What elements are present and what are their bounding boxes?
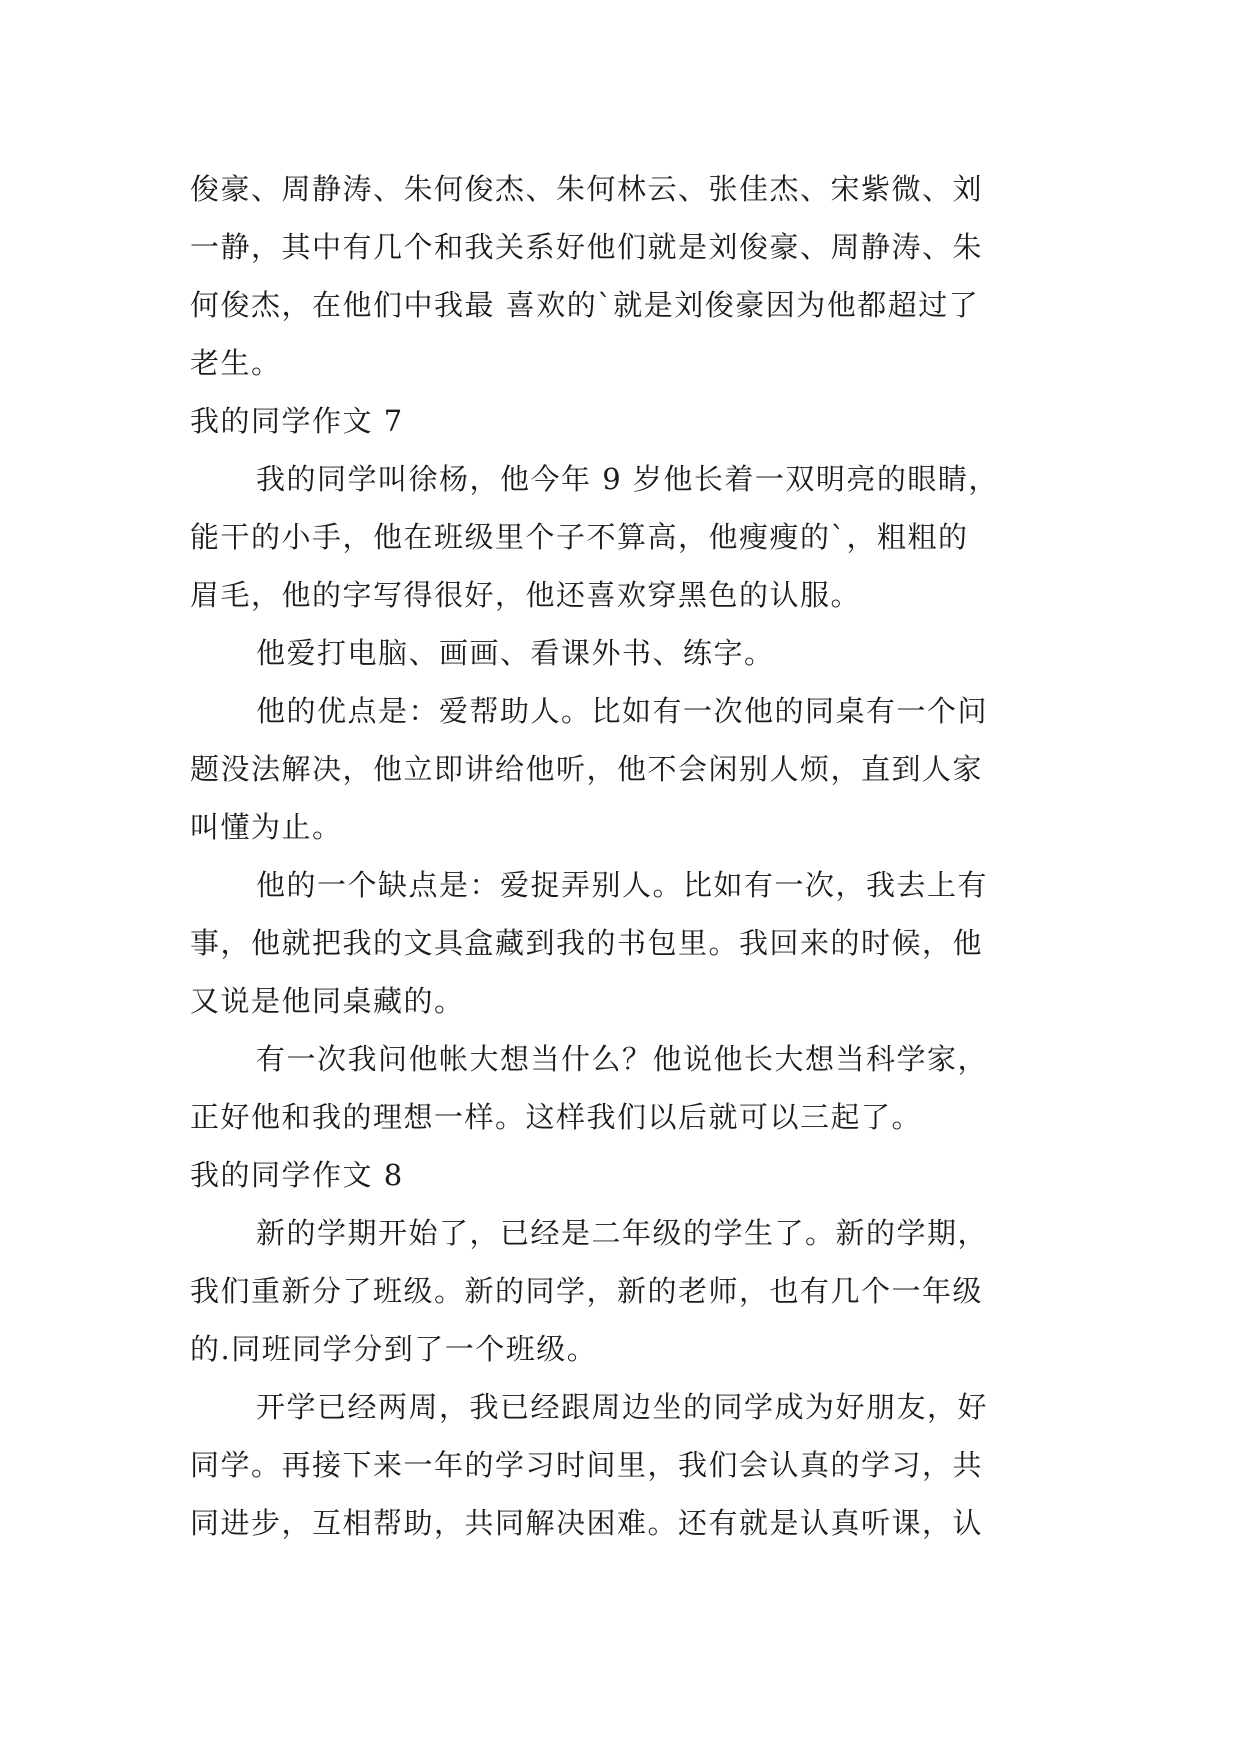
text-line: 俊豪、周静涛、朱何俊杰、朱何林云、张佳杰、宋紫微、刘	[190, 172, 984, 206]
text-line: 新的学期开始了，已经是二年级的学生了。新的学期，	[256, 1216, 989, 1250]
text-line: 我的同学叫徐杨，他今年 9 岁他长着一双明亮的眼睛，	[256, 462, 999, 496]
text-line: 事，他就把我的文具盒藏到我的书包里。我回来的时候，他	[190, 926, 984, 960]
text-line: 能干的小手，他在班级里个子不算高，他瘦瘦的`，粗粗的	[190, 520, 969, 554]
text-line: 同学。再接下来一年的学习时间里，我们会认真的学习，共	[190, 1448, 984, 1482]
text-line: 正好他和我的理想一样。这样我们以后就可以三起了。	[190, 1100, 923, 1134]
section-heading: 我的同学作文 8	[190, 1158, 404, 1192]
section-heading: 我的同学作文 7	[190, 404, 404, 438]
text-line: 同进步，互相帮助，共同解决困难。还有就是认真听课，认	[190, 1506, 984, 1540]
text-line: 我们重新分了班级。新的同学，新的老师，也有几个一年级	[190, 1274, 984, 1308]
text-line: 他的优点是：爱帮助人。比如有一次他的同桌有一个问	[256, 694, 989, 728]
text-line: 叫懂为止。	[190, 810, 343, 844]
text-line: 何俊杰，在他们中我最 喜欢的`就是刘俊豪因为他都超过了	[190, 288, 980, 322]
text-line: 老生。	[190, 346, 282, 380]
document-page	[190, 160, 1050, 1552]
text-line: 眉毛，他的字写得很好，他还喜欢穿黑色的认服。	[190, 578, 862, 612]
text-line: 题没法解决，他立即讲给他听，他不会闲别人烦，直到人家	[190, 752, 984, 786]
text-line: 又说是他同桌藏的。	[190, 984, 465, 1018]
text-line: 他的一个缺点是：爱捉弄别人。比如有一次，我去上有	[256, 868, 989, 902]
text-line: 他爱打电脑、画画、看课外书、练字。	[256, 636, 775, 670]
text-line: 开学已经两周，我已经跟周边坐的同学成为好朋友，好	[256, 1390, 989, 1424]
text-line: 一静，其中有几个和我关系好他们就是刘俊豪、周静涛、朱	[190, 230, 984, 264]
text-line: 有一次我问他帐大想当什么？他说他长大想当科学家，	[256, 1042, 989, 1076]
text-line: 的.同班同学分到了一个班级。	[190, 1332, 598, 1366]
